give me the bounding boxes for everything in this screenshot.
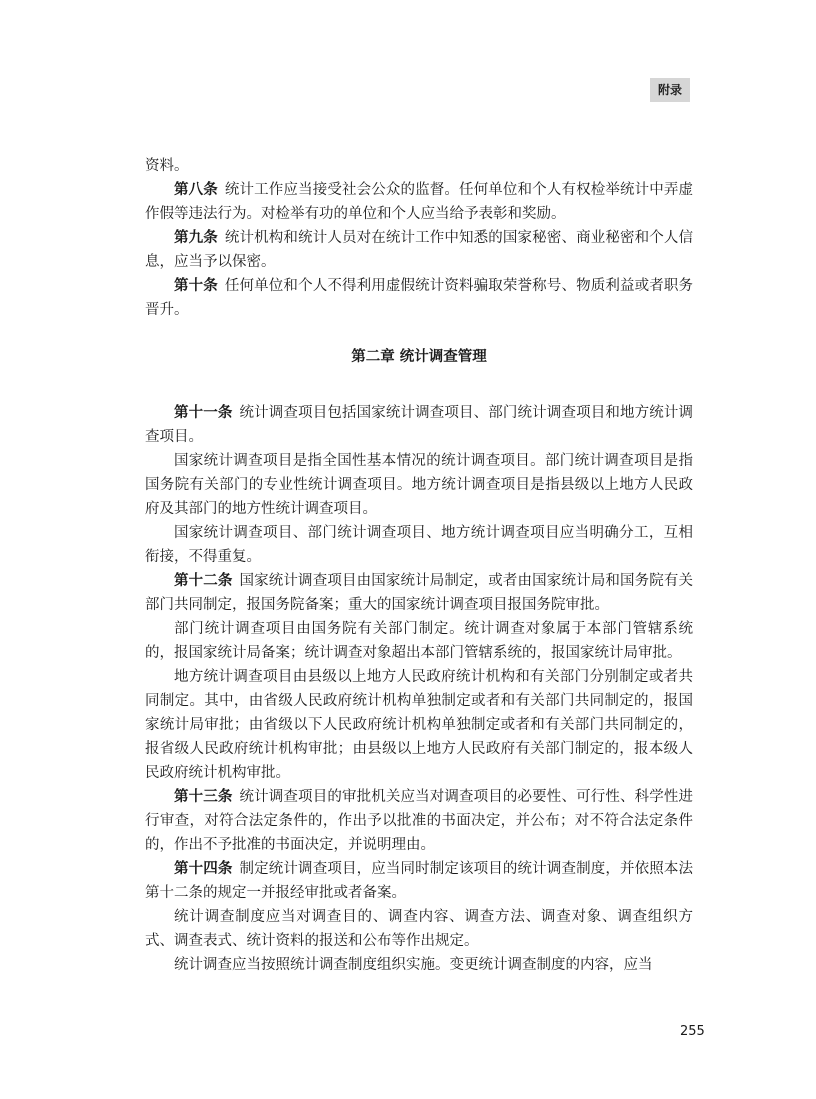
paragraphs-before-chapter: [145, 154, 693, 322]
article-number: 第十条: [174, 278, 218, 294]
paragraph-text: 资料。: [145, 158, 189, 174]
paragraph-text: 统计调查项目的审批机关应当对调查项目的必要性、可行性、科学性进行审查，对符合法定条件的，作出予以批准的书面决定，并公布；对不符合法定条件的，作出不予批准的书面决定，并说明理由。: [145, 789, 693, 853]
paragraph: [145, 521, 693, 569]
paragraph-text: 地方统计调查项目由县级以上地方人民政府统计机构和有关部门分别制定或者共同制定。其中，由省级人民政府统计机构单独制定或者和有关部门共同制定的，报国家统计局审批；由省级以下人民政府统计机构单独制定或者和有关部门共同制定的，报省级人民政府统计机构审批；由县级以上地方人民政府有关部门制定的，报本级人民政府统计机构审批。: [145, 669, 693, 781]
paragraph-text: 统计调查应当按照统计调查制度组织实施。变更统计调查制度的内容，应当: [174, 957, 653, 973]
article-number: 第十三条: [174, 789, 233, 805]
paragraph: [145, 785, 693, 857]
paragraph: [145, 665, 693, 785]
article-number: 第十二条: [174, 573, 233, 589]
paragraph-text: 统计调查项目包括国家统计调查项目、部门统计调查项目和地方统计调查项目。: [145, 405, 693, 445]
paragraph: [145, 226, 693, 274]
article-number: 第十四条: [174, 861, 233, 877]
paragraph: [145, 569, 693, 617]
paragraph: [145, 449, 693, 521]
paragraph-text: 部门统计调查项目由国务院有关部门制定。统计调查对象属于本部门管辖系统的，报国家统计局备案；统计调查对象超出本部门管辖系统的，报国家统计局审批。: [145, 621, 693, 661]
page-body: [145, 154, 693, 977]
paragraph-text: 国家统计调查项目是指全国性基本情况的统计调查项目。部门统计调查项目是指国务院有关部门的专业性统计调查项目。地方统计调查项目是指县级以上地方人民政府及其部门的地方性统计调查项目。: [145, 453, 693, 517]
paragraph-text: 统计工作应当接受社会公众的监督。任何单位和个人有权检举统计中弄虚作假等违法行为。对检举有功的单位和个人应当给予表彰和奖励。: [145, 182, 694, 222]
paragraph-text: 国家统计调查项目、部门统计调查项目、地方统计调查项目应当明确分工，互相衔接，不得重复。: [145, 525, 693, 565]
paragraph: [145, 905, 693, 953]
article-number: 第十一条: [174, 405, 233, 421]
chapter-title: 第二章 统计调查管理: [351, 349, 487, 365]
paragraph: [145, 178, 693, 226]
page-number: 255: [680, 1024, 705, 1039]
paragraph: [145, 953, 693, 977]
paragraph: [145, 857, 693, 905]
paragraph: [145, 274, 693, 322]
paragraph-text: 任何单位和个人不得利用虚假统计资料骗取荣誉称号、物质利益或者职务晋升。: [145, 278, 694, 318]
section-tab: 附录: [650, 78, 690, 102]
paragraph-text: 制定统计调查项目，应当同时制定该项目的统计调查制度，并依照本法第十二条的规定一并报经审批或者备案。: [145, 861, 693, 901]
paragraph: [145, 154, 693, 178]
paragraph: [145, 617, 693, 665]
article-number: 第八条: [174, 182, 218, 198]
article-number: 第九条: [174, 230, 218, 246]
paragraphs-after-chapter: [145, 401, 693, 977]
paragraph: [145, 401, 693, 449]
paragraph-text: 统计调查制度应当对调查目的、调查内容、调查方法、调查对象、调查组织方式、调查表式、统计资料的报送和公布等作出规定。: [145, 909, 693, 949]
paragraph-text: 统计机构和统计人员对在统计工作中知悉的国家秘密、商业秘密和个人信息，应当予以保密。: [145, 230, 694, 270]
paragraph-text: 国家统计调查项目由国家统计局制定，或者由国家统计局和国务院有关部门共同制定，报国务院备案；重大的国家统计调查项目报国务院审批。: [145, 573, 693, 613]
